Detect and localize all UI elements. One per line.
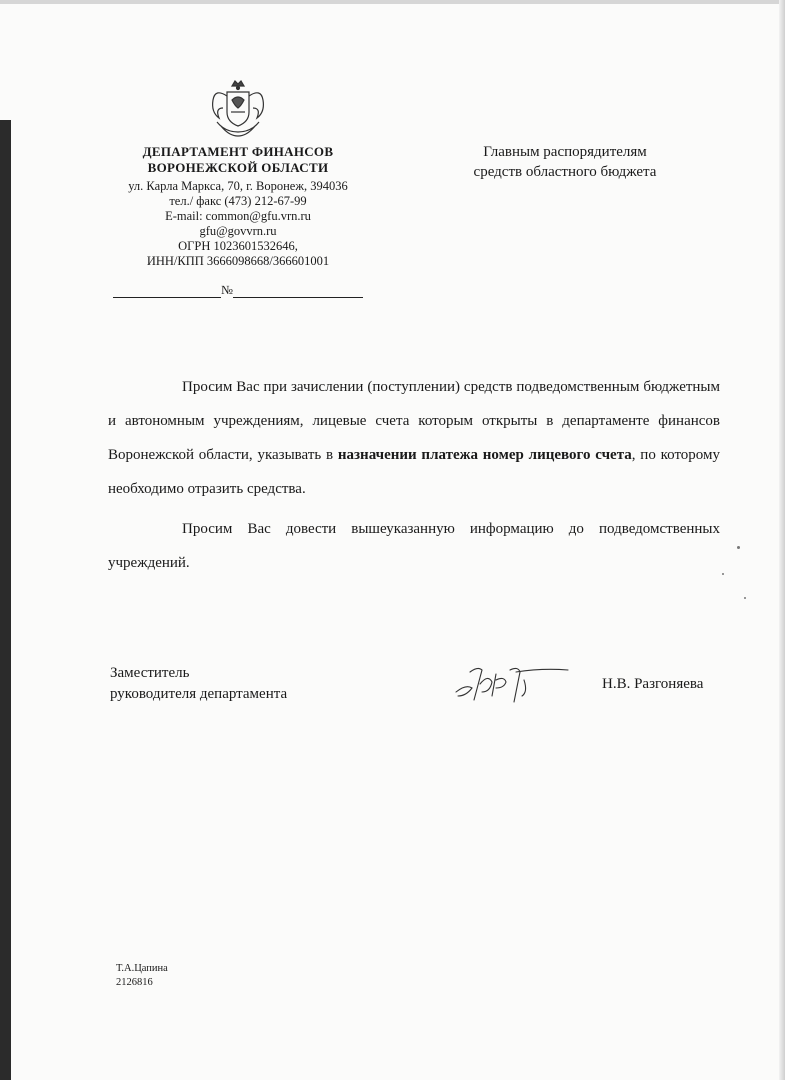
body-paragraph-1-end: , по которому необходимо отразить средства. bbox=[108, 447, 721, 497]
sender-email-alt: gfu@govvrn.ru bbox=[199, 224, 277, 238]
sender-phone: тел./ факс (473) 212-67-99 bbox=[169, 194, 307, 208]
executor-phone: 2126816 bbox=[116, 977, 153, 988]
signatory-title bbox=[110, 663, 287, 705]
coat-of-arms-icon bbox=[205, 78, 271, 138]
recipient-block bbox=[440, 142, 690, 182]
executor-block bbox=[116, 962, 168, 990]
recipient-line2: средств областного бюджета bbox=[473, 164, 657, 180]
signatory-title-line1: Заместитель bbox=[110, 665, 190, 681]
department-name-line1: ДЕПАРТАМЕНТ ФИНАНСОВ bbox=[142, 144, 334, 159]
sender-address: ул. Карла Маркса, 70, г. Воронеж, 394036 bbox=[128, 179, 348, 193]
sender-ogrn: ОГРН 1023601532646, bbox=[178, 239, 298, 253]
recipient-line1: Главным распорядителям bbox=[483, 144, 647, 160]
registration-line bbox=[98, 283, 378, 298]
scan-edge-left bbox=[0, 120, 11, 1080]
scan-edge-right bbox=[779, 0, 785, 1080]
number-sign: № bbox=[221, 283, 233, 297]
signatory-name: Н.В. Разгоняева bbox=[602, 676, 704, 692]
date-blank bbox=[113, 283, 221, 298]
sender-contacts bbox=[98, 179, 378, 269]
scan-speck bbox=[737, 546, 740, 549]
executor-name: Т.А.Цапина bbox=[116, 963, 168, 974]
department-name-line2: ВОРОНЕЖСКОЙ ОБЛАСТИ bbox=[147, 160, 329, 175]
signatory-title-line2: руководителя департамента bbox=[110, 686, 288, 702]
sender-email: E-mail: common@gfu.vrn.ru bbox=[165, 209, 311, 223]
department-name bbox=[98, 144, 378, 176]
body-paragraph-1-text: Просим Вас при зачислении (поступлении) средств подведомственным бюджетным и автономным учреждениям, лицевые счета которым открыты в департаменте финансов Воронежской области, указывать в bbox=[108, 379, 720, 463]
scan-edge-top bbox=[0, 0, 785, 4]
body-paragraph-2: Просим Вас довести вышеуказанную информацию до подведомственных учреждений. bbox=[108, 521, 720, 571]
scan-speck bbox=[722, 573, 724, 575]
scan-speck bbox=[744, 597, 746, 599]
number-blank bbox=[233, 283, 363, 298]
letter-body bbox=[108, 370, 720, 580]
sender-inn: ИНН/КПП 3666098668/366601001 bbox=[146, 254, 330, 268]
handwritten-signature bbox=[452, 662, 572, 704]
body-paragraph-1-bold: назначении платежа номер лицевого счета bbox=[337, 447, 632, 463]
sender-block bbox=[98, 78, 378, 298]
body-paragraph-1 bbox=[108, 370, 720, 506]
